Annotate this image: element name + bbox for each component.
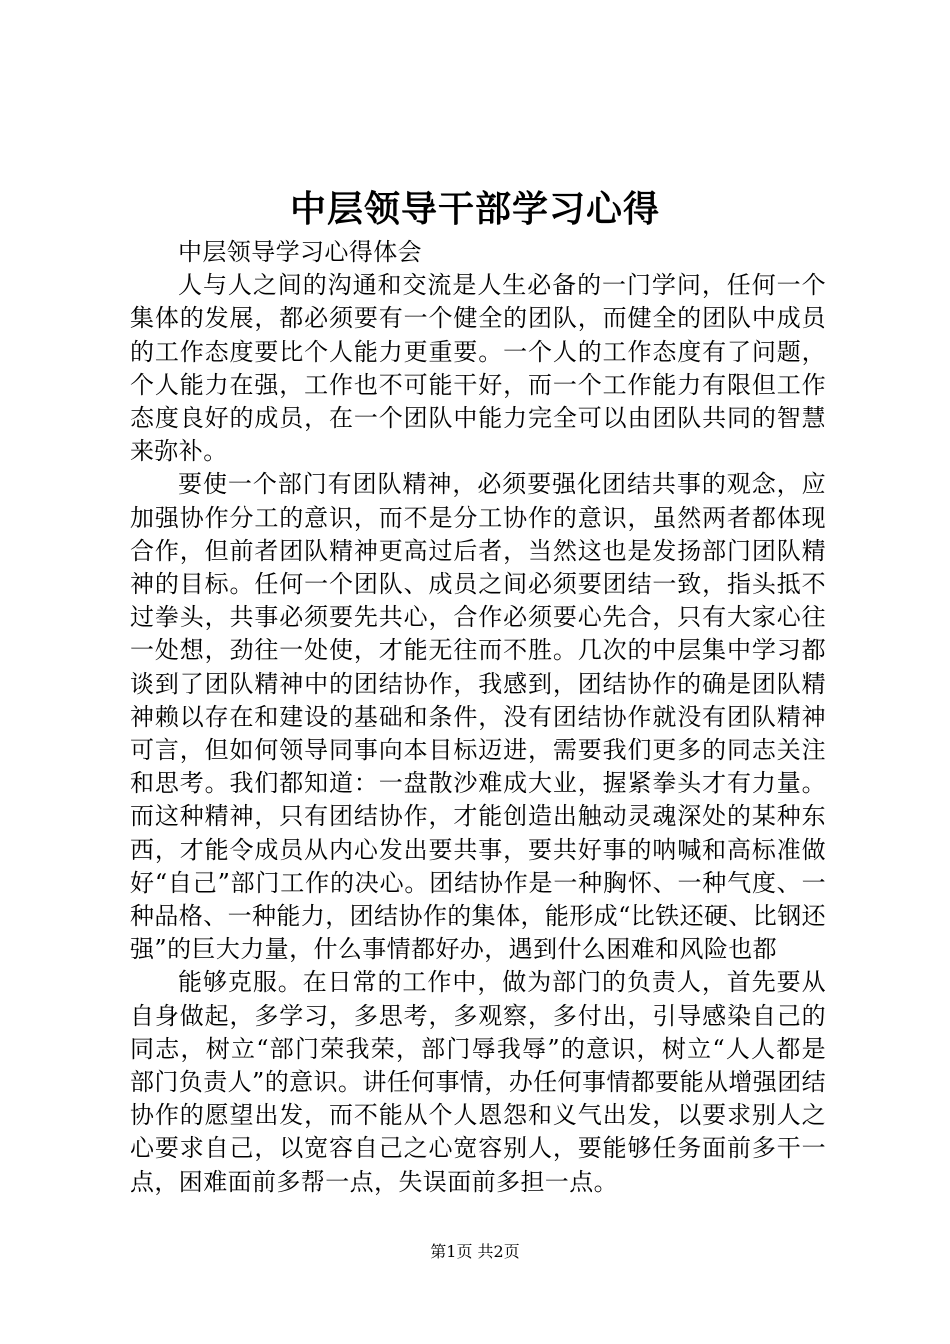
paragraph-subtitle: 中层领导学习心得体会 xyxy=(178,238,422,266)
document-title: 中层领导干部学习心得 xyxy=(289,188,660,230)
page-number-footer: 第1页 共2页 xyxy=(430,1242,520,1261)
paragraph: 能够克服。在日常的工作中，做为部门的负责人，首先要从自身做起，多学习，多思考，多观察，多付出，引导感染自己的同志，树立“部门荣我荣，部门辱我辱”的意识，树立“人人都是部门负责人”的意识。讲任何事情，办任何事情都要能从增强团结协作的愿望出发，而不能从个人恩怨和义气出发，以要求别人之心要求自己，以宽容自己之心宽容别人，要能够任务面前多干一点，困难面前多帮一点，失误面前多担一点。 xyxy=(130,968,826,1196)
paragraph: 要使一个部门有团队精神，必须要强化团结共事的观念，应加强协作分工的意识，而不是分工协作的意识，虽然两者都体现合作，但前者团队精神更高过后者，当然这也是发扬部门团队精神的目标。任何一个团队、成员之间必须要团结一致，指头抵不过拳头，共事必须要先共心，合作必须要心先合，只有大家心往一处想，劲往一处使，才能无往而不胜。几次的中层集中学习都谈到了团队精神中的团结协作，我感到，团结协作的确是团队精神赖以存在和建设的基础和条件，没有团结协作就没有团队精神可言，但如何领导同事向本目标迈进，需要我们更多的同志关注和思考。我们都知道：一盘散沙难成大业，握紧拳头才有力量。而这种精神，只有团结协作，才能创造出触动灵魂深处的某种东西，才能令成员从内心发出要共事，要共好事的呐喊和高标准做好“自己”部门工作的决心。团结协作是一种胸怀、一种气度、一种品格、一种能力，团结协作的集体，能形成“比铁还硬、比钢还强”的巨大力量，什么事情都好办，遇到什么困难和风险也都 xyxy=(130,470,826,964)
paragraph: 人与人之间的沟通和交流是人生必备的一门学问，任何一个集体的发展，都必须要有一个健全的团队，而健全的团队中成员的工作态度要比个人能力更重要。一个人的工作态度有了问题，个人能力在强，工作也不可能干好，而一个工作能力有限但工作态度良好的成员，在一个团队中能力完全可以由团队共同的智慧来弥补。 xyxy=(130,271,826,466)
document-body xyxy=(130,236,826,1199)
